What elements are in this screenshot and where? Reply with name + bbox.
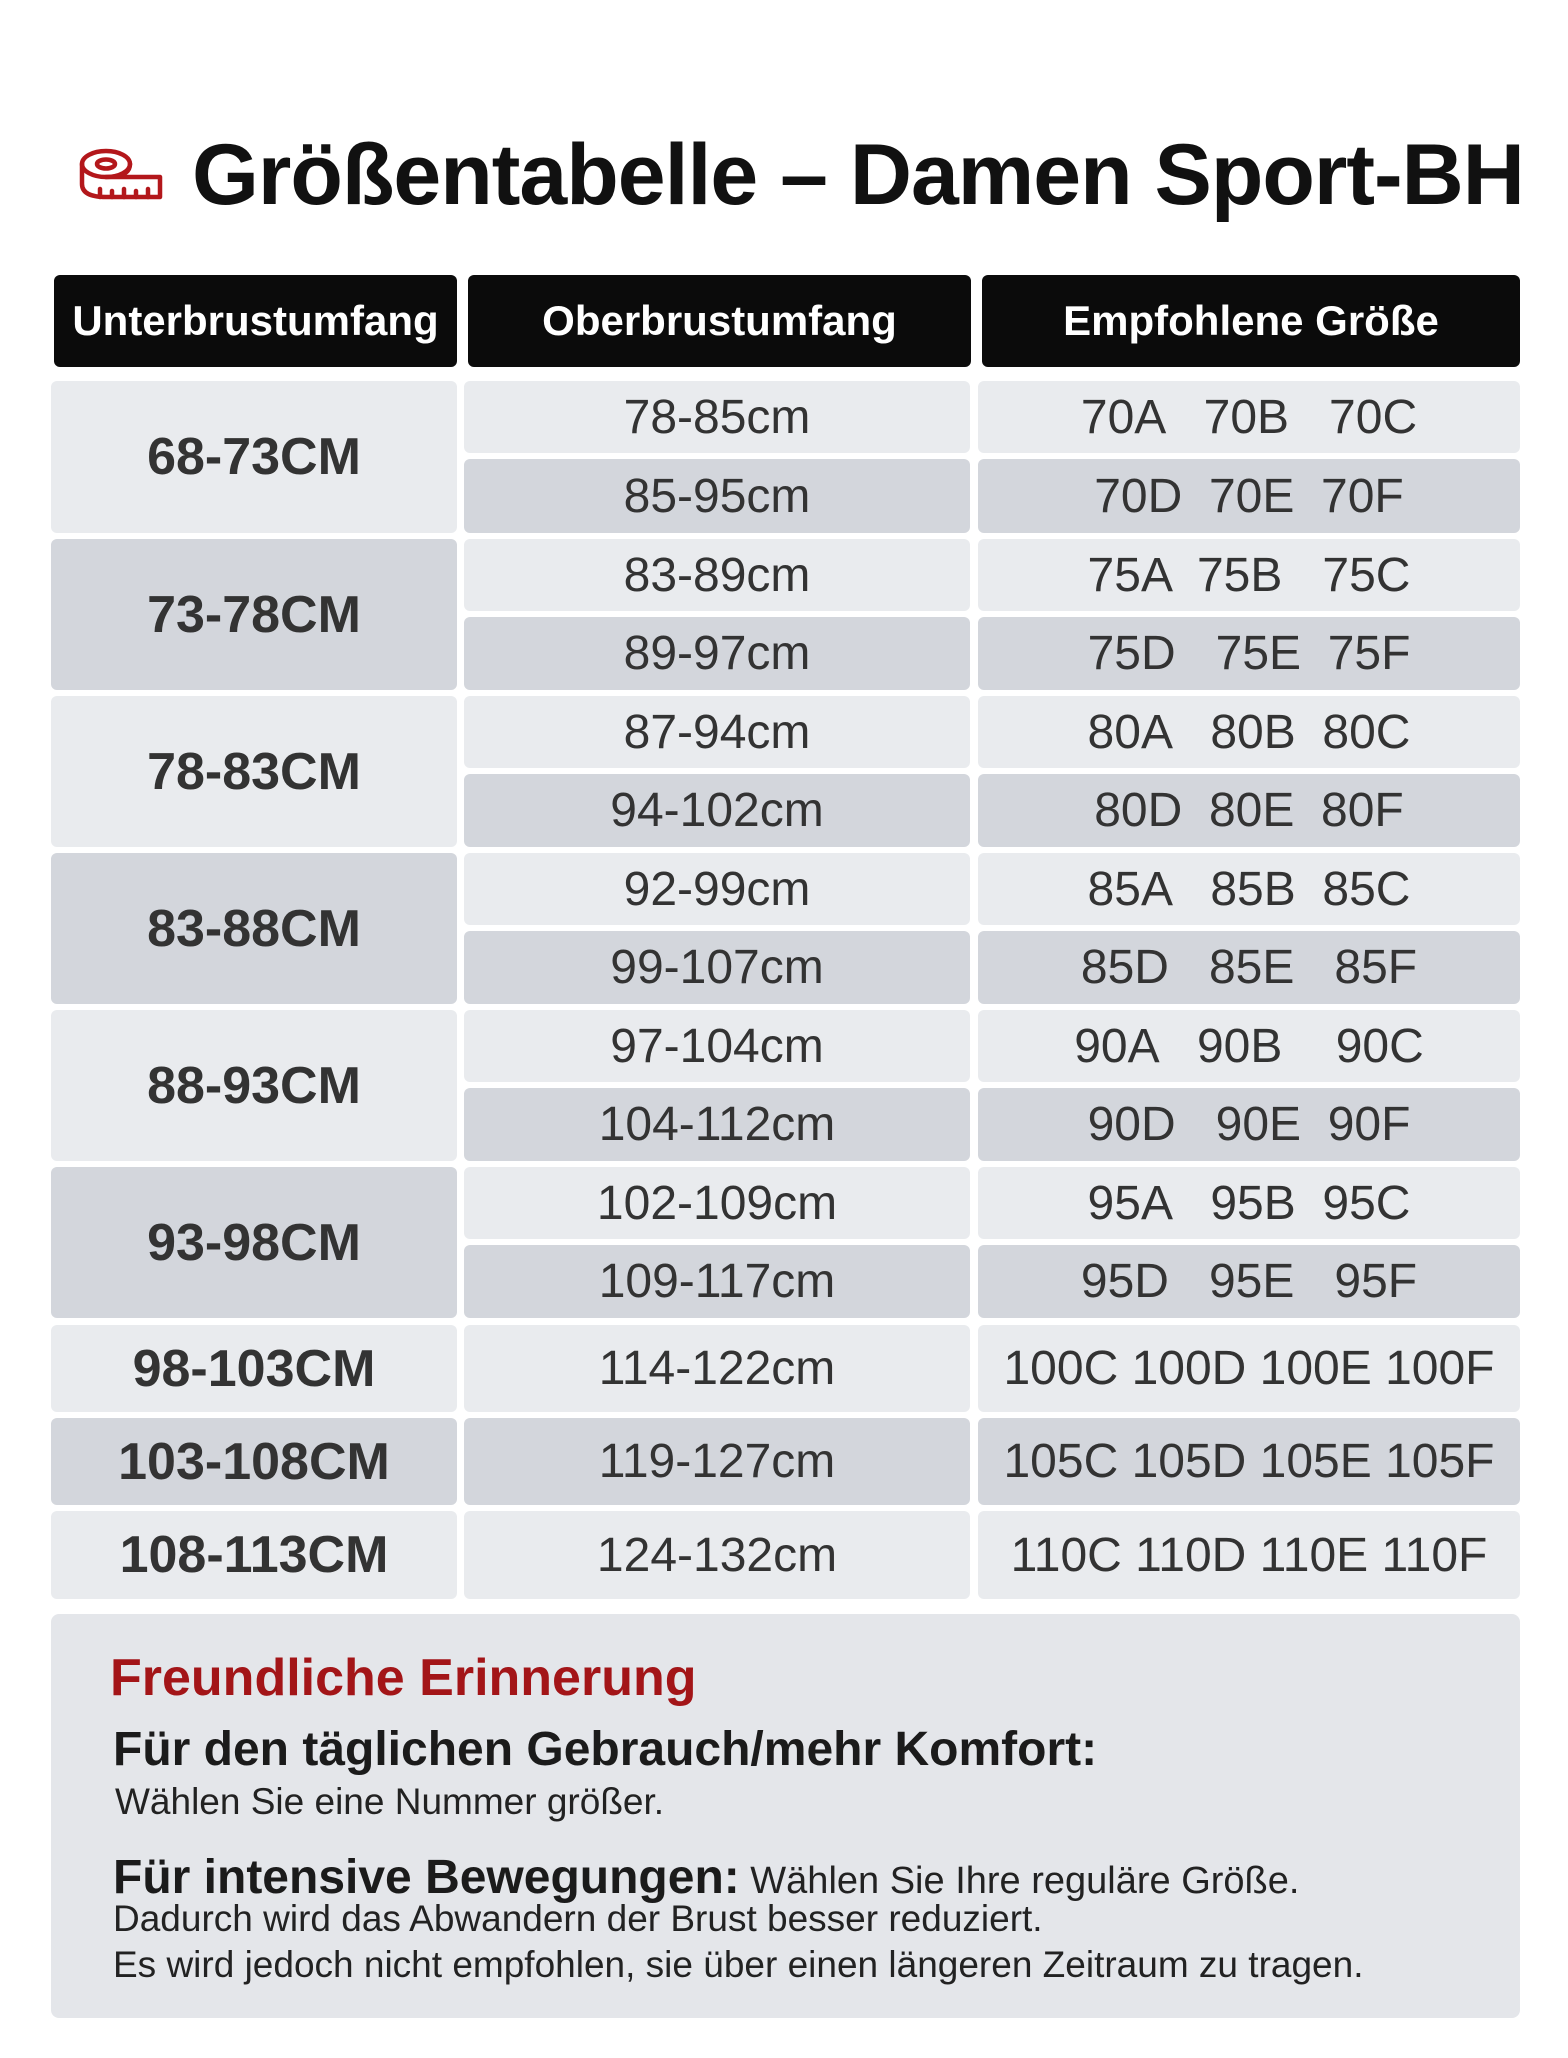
overbust-cell: 104-112cm [464, 1088, 970, 1161]
size-cell: 80A 80B 80C [978, 696, 1520, 768]
size-cell: 75A 75B 75C [978, 539, 1520, 611]
reminder-explanation: Dadurch wird das Abwandern der Brust besser reduziert. [113, 1898, 1043, 1939]
overbust-cell: 124-132cm [464, 1511, 970, 1599]
size-cell: 105C 105D 105E 105F [978, 1418, 1520, 1505]
header-recommended-size: Empfohlene Größe [982, 275, 1520, 367]
overbust-cell: 85-95cm [464, 459, 970, 533]
overbust-cell: 97-104cm [464, 1010, 970, 1082]
underbust-cell: 83-88CM [51, 853, 457, 1004]
underbust-cell: 103-108CM [51, 1418, 457, 1505]
title-row [76, 120, 1524, 230]
reminder-warning: Es wird jedoch nicht empfohlen, sie über einen längeren Zeitraum zu tragen. [113, 1944, 1364, 1985]
header-underbust: Unterbrustumfang [54, 275, 457, 367]
size-cell: 95D 95E 95F [978, 1245, 1520, 1318]
size-cell: 95A 95B 95C [978, 1167, 1520, 1239]
overbust-cell: 83-89cm [464, 539, 970, 611]
size-cell: 100C 100D 100E 100F [978, 1325, 1520, 1412]
reminder-intensive-line [113, 1850, 1299, 1905]
size-cell: 80D 80E 80F [978, 774, 1520, 847]
size-cell: 85A 85B 85C [978, 853, 1520, 925]
overbust-cell: 99-107cm [464, 931, 970, 1004]
overbust-cell: 114-122cm [464, 1325, 970, 1412]
underbust-cell: 73-78CM [51, 539, 457, 690]
size-cell: 70D 70E 70F [978, 459, 1520, 533]
overbust-cell: 119-127cm [464, 1418, 970, 1505]
underbust-cell: 68-73CM [51, 381, 457, 533]
header-overbust: Oberbrustumfang [468, 275, 971, 367]
overbust-cell: 94-102cm [464, 774, 970, 847]
underbust-cell: 88-93CM [51, 1010, 457, 1161]
overbust-cell: 92-99cm [464, 853, 970, 925]
reminder-intensive-advice: Wählen Sie Ihre reguläre Größe. [739, 1860, 1300, 1902]
size-cell: 75D 75E 75F [978, 617, 1520, 690]
size-cell: 90D 90E 90F [978, 1088, 1520, 1161]
measuring-tape-icon [76, 140, 164, 210]
page-title: Größentabelle – Damen Sport-BH [192, 126, 1524, 223]
overbust-cell: 78-85cm [464, 381, 970, 453]
size-cell: 85D 85E 85F [978, 931, 1520, 1004]
overbust-cell: 102-109cm [464, 1167, 970, 1239]
size-cell: 90A 90B 90C [978, 1010, 1520, 1082]
underbust-cell: 108-113CM [51, 1511, 457, 1599]
overbust-cell: 89-97cm [464, 617, 970, 690]
size-cell: 70A 70B 70C [978, 381, 1520, 453]
size-cell: 110C 110D 110E 110F [978, 1511, 1520, 1599]
reminder-daily-use-advice: Wählen Sie eine Nummer größer. [115, 1781, 665, 1822]
reminder-heading: Freundliche Erinnerung [110, 1649, 697, 1707]
overbust-cell: 109-117cm [464, 1245, 970, 1318]
underbust-cell: 78-83CM [51, 696, 457, 847]
underbust-cell: 98-103CM [51, 1325, 457, 1412]
reminder-daily-use: Für den täglichen Gebrauch/mehr Komfort: [113, 1723, 1098, 1776]
reminder-intensive-label: Für intensive Bewegungen: [113, 1851, 740, 1904]
overbust-cell: 87-94cm [464, 696, 970, 768]
underbust-cell: 93-98CM [51, 1167, 457, 1318]
